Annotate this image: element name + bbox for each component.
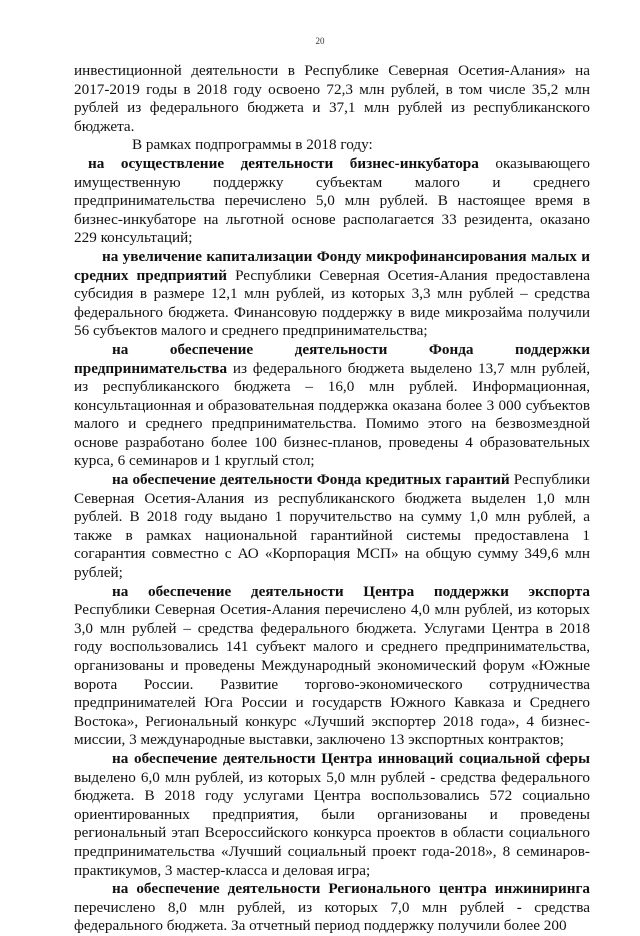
paragraph-business-incubator (74, 155, 590, 248)
paragraph-text: оказывающего имущественную поддержку субъектам малого и среднего предпринимательства перечислено 5,0 млн рублей. В настоящее время в бизнес-инкубаторе на льготной основе располагается 33 резидента, оказано 229 консультаций; (74, 154, 590, 247)
paragraph-engineering-center (74, 880, 590, 936)
paragraph-text: Республики Северная Осетия-Алания перечислено 4,0 млн рублей, из которых 3,0 млн рублей – средства федерального бюджета. Услугами Центра в 2018 году воспользовались 141 субъект малого и среднего предпринимательства, организованы и проведены Международный экономический форум «Южные ворота России. Развитие торгово-экономического сотрудничества предпринимателей Юга России и государств Южного Кавказа и Среднего Востока», Региональный конкурс «Лучший экспортер 2018 года», 4 бизнес-миссии, 3 международные выставки, заключено 13 экспортных контрактов; (74, 601, 590, 749)
paragraph-entrepreneurship-fund (74, 341, 590, 471)
paragraph-text: В рамках подпрограммы в 2018 году: (132, 136, 373, 154)
paragraph-heading: на обеспечение деятельности Центра инноваций социальной сферы (112, 749, 590, 767)
paragraph-heading: на увеличение капитализации Фонду микрофинансирования малых и средних предприятий (74, 247, 590, 284)
paragraph-credit-guarantee-fund (74, 471, 590, 583)
document-body (74, 62, 590, 936)
paragraph-subprogram-intro (74, 136, 590, 155)
paragraph-microfinance-fund (74, 248, 590, 341)
paragraph-text: Республики Северная Осетия-Алания предоставлена субсидия в размере 12,1 млн рублей, из которых 3,3 млн рублей – средства федерального бюджета. Финансовую поддержку в виде микрозайма получили 56 субъектов малого и среднего предпринимательства; (74, 266, 590, 340)
page-number: 20 (315, 36, 325, 46)
paragraph-text: из федерального бюджета выделено 13,7 млн рублей, из республиканского бюджета – 16,0 млн рублей. Информационная, консультационная и образовательная поддержка оказана более 3 000 субъектов малого и среднего предпринимательства. Помимо этого на безвозмездной основе разработано более 100 бизнес-планов, проведены 4 образовательных курса, 6 семинаров и 1 круглый стол; (74, 359, 590, 470)
paragraph-heading: на обеспечение деятельности Фонда поддержки предпринимательства (74, 340, 590, 377)
paragraph-text: выделено 6,0 млн рублей, из которых 5,0 млн рублей - средства федерального бюджета. В 2018 году услугами Центра воспользовались 572 социально ориентированных предприятия, были организованы и проведены региональный этап Всероссийского конкурса проектов в области социального предпринимательства «Лучший социальный проект года-2018», 8 семинаров-практикумов, 3 мастер-класса и деловая игра; (74, 768, 590, 879)
paragraph-text: инвестиционной деятельности в Республике Северная Осетия-Алания» на 2017-2019 годы в 2018 году освоено 72,3 млн рублей, в том числе 35,2 млн рублей из федерального бюджета и 37,1 млн рублей из республиканского бюджета. (74, 62, 590, 135)
paragraph-text: Республики Северная Осетия-Алания из республиканского бюджета выделен 1,0 млн рублей. В 2018 году выдано 1 поручительство на сумму 1,0 млн рублей, а также в рамках национальной гарантийной системы предоставлена 1 согарантия совместно с АО «Корпорация МСП» на общую сумму 349,6 млн рублей; (74, 471, 590, 582)
paragraph-heading: на обеспечение деятельности Фонда кредитных гарантий (112, 471, 510, 489)
paragraph-heading: на обеспечение деятельности Регионального центра инжиниринга (112, 880, 590, 898)
paragraph-social-innovation-center (74, 750, 590, 880)
paragraph-export-support-center (74, 583, 590, 750)
paragraph-text: перечислено 8,0 млн рублей, из которых 7,0 млн рублей - средства федерального бюджета. За отчетный период поддержку получили более 200 (74, 898, 590, 935)
paragraph-intro-continued (74, 62, 590, 136)
paragraph-heading: на осуществление деятельности бизнес-инкубатора (88, 154, 479, 172)
paragraph-heading: на обеспечение деятельности Центра поддержки экспорта (112, 582, 590, 600)
